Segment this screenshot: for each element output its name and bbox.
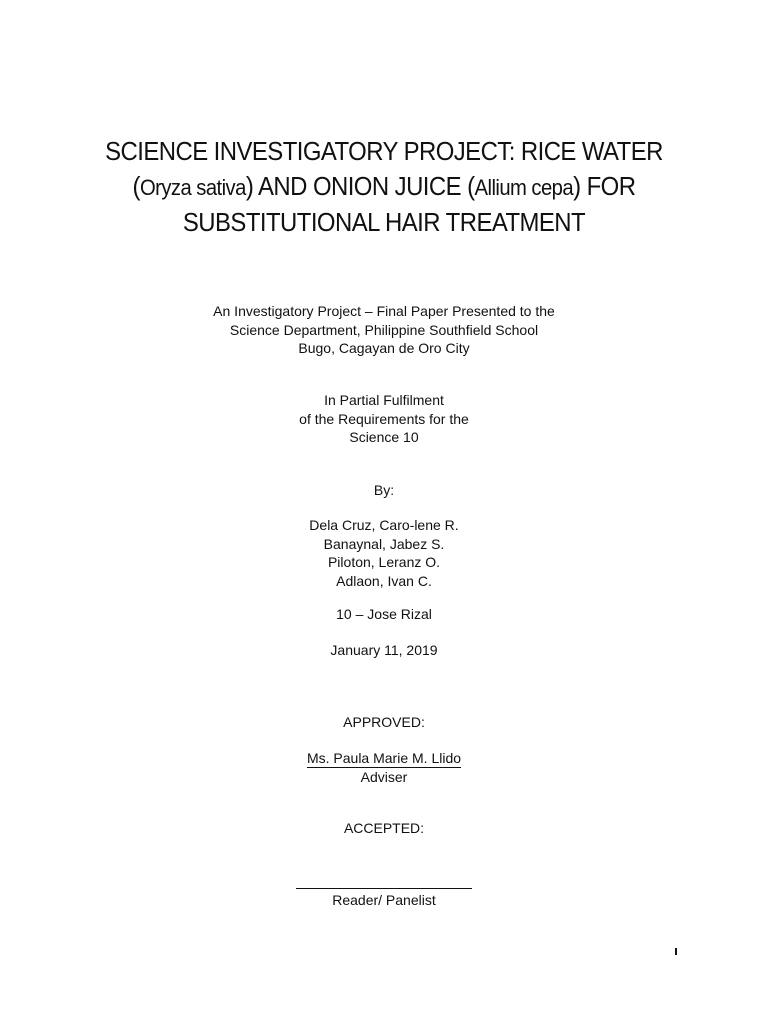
author-2: Banaynal, Jabez S. [323, 535, 445, 552]
author-4: Adlaon, Ivan C. [336, 572, 432, 589]
document-title [86, 134, 682, 240]
title-paren-open: ( [132, 171, 140, 201]
reader-signature-line [296, 888, 472, 889]
reader-role: Reader/ Panelist [332, 892, 436, 908]
scientific-name-onion: Allium cepa [474, 175, 574, 200]
presented-line-2: Science Department, Philippine Southfield School [229, 321, 539, 338]
presented-line-3: Bugo, Cagayan de Oro City [298, 340, 470, 356]
title-line-1: SCIENCE INVESTIGATORY PROJECT: RICE WATER [105, 136, 663, 166]
fulfilment-line-2: of the Requirements for the [299, 410, 469, 427]
fulfilment-line-1: In Partial Fulfilment [324, 392, 444, 408]
author-3: Piloton, Leranz O. [327, 554, 441, 570]
presented-line-1: An Investigatory Project – Final Paper Presented to the [213, 303, 555, 319]
section-name: 10 – Jose Rizal [336, 606, 432, 622]
authors-list [84, 516, 684, 590]
adviser-name: Ms. Paula Marie M. Llido [306, 750, 462, 766]
presented-to-block [84, 302, 684, 358]
author-1: Dela Cruz, Caro-lene R. [309, 517, 459, 533]
adviser-signature-block [84, 749, 684, 787]
title-middle: ) AND ONION JUICE ( [245, 171, 475, 201]
by-label: By: [373, 482, 395, 498]
document-date: January 11, 2019 [330, 642, 438, 658]
title-line-3: SUBSTITUTIONAL HAIR TREATMENT [182, 207, 586, 237]
scientific-name-rice: Oryza sativa [139, 175, 246, 200]
fulfilment-block [84, 391, 684, 447]
page-number-mark [675, 948, 677, 955]
title-line-2 [86, 169, 682, 205]
accepted-label: ACCEPTED: [343, 820, 425, 836]
approved-label: APPROVED: [343, 714, 425, 730]
fulfilment-line-3: Science 10 [349, 429, 419, 445]
adviser-role: Adviser [360, 769, 408, 785]
title-line-2-end: ) FOR [573, 171, 636, 201]
